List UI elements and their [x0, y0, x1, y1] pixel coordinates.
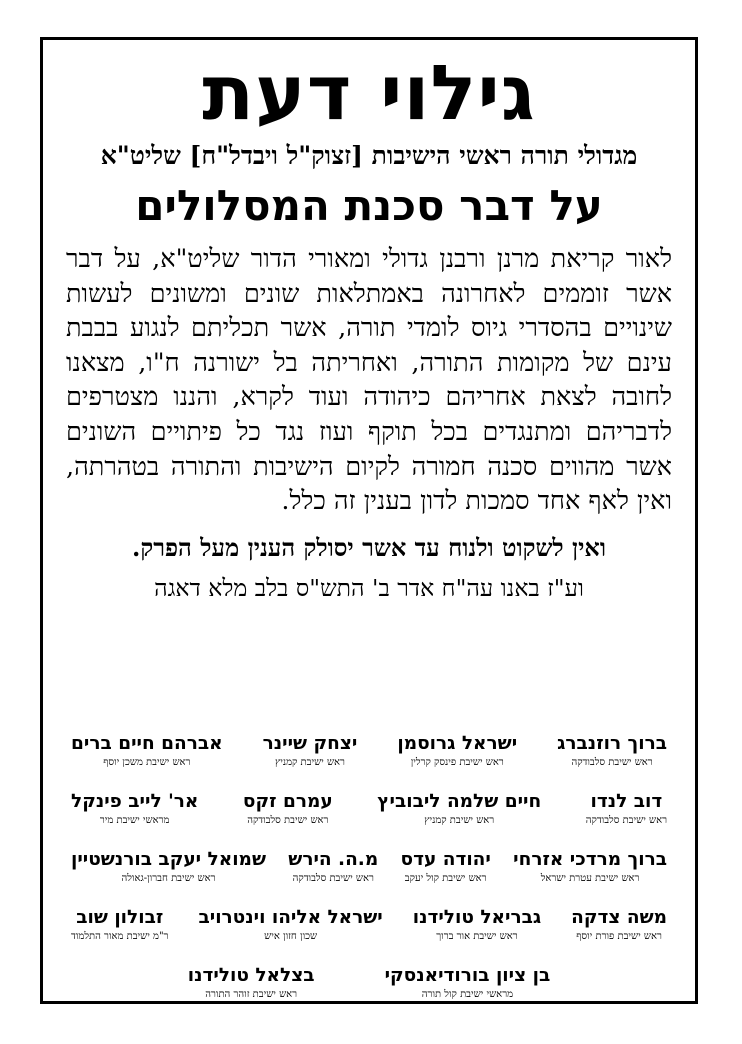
signature-title: ר"מ ישיבת מאור התלמוד	[71, 931, 169, 942]
signature-name: מ.ה. הירש	[288, 849, 379, 870]
signature	[71, 732, 223, 770]
signature-row	[71, 848, 667, 906]
signature-title: ראש ישיבת סלבודקה	[571, 757, 653, 768]
signature-name: בצלאל טולידנו	[187, 965, 315, 986]
notice-subtitle: מגדולי תורה ראשי הישיבות [זצוק"ל ויבדל"ח] שליט"א	[100, 141, 638, 170]
signature	[397, 732, 517, 770]
signature	[385, 964, 551, 1002]
signature-row	[71, 906, 667, 964]
notice-frame	[40, 37, 698, 1004]
signature	[586, 790, 667, 828]
signature-title: ראש ישיבת אור ברוך	[436, 931, 518, 942]
signature-title: ראש ישיבת סלבודקה	[585, 815, 667, 826]
signature	[71, 790, 198, 828]
notice-body: לאור קריאת מרנן ורבנן גדולי ומאורי הדור שליט"א, על דבר אשר זוממים לאחרונה באמתלאות שונים ומשונים לעשות שינויים בהסדרי גיוס לומדי תורה, אשר תכליתם לנגוע בבבת עינם של מקומות התורה, ואחריתה בל ישורנה ח"ו, מצאנו לחובה לצאת אחריהם כיהודה ועוד לקרא, והננו מצטרפים לדבריהם ומתנגדים בכל תוקף ועוז נגד כל פיתויים השונים אשר מהווים סכנה חמורה לקיום הישיבות והתורה בטהרתה, ואין לאף אחד סמכות לדון בענין זה כלל.	[66, 244, 672, 517]
signature	[263, 732, 358, 770]
signature-title: ראש ישיבת זוהר התורה	[205, 989, 298, 1000]
signature-title: ראש ישיבת חברון-גאולה	[121, 873, 216, 884]
notice-title: גילוי דעת	[202, 48, 536, 137]
signature-name: ברוך רוזנברג	[557, 733, 667, 754]
signature-name: יהודה עדס	[400, 849, 491, 870]
signature	[198, 906, 382, 944]
signature-name: גבריאל טולידנו	[412, 907, 542, 928]
signature-title: ראש ישיבת עטרת ישראל	[540, 873, 640, 884]
signature-name: דוב לנדו	[590, 791, 663, 812]
signature-title: ראש ישיבת קול יעקב	[404, 873, 487, 884]
signature	[71, 848, 266, 886]
signature	[557, 732, 667, 770]
signature-title: ראש ישיבת קמניץ	[275, 757, 345, 768]
signature-title: ראש ישיבת סלבודקה	[247, 815, 329, 826]
signature-name: משה צדקה	[571, 907, 667, 928]
notice-statement: ואין לשקוט ולנוח עד אשר יסולק הענין מעל הפרק.	[132, 532, 606, 562]
signature	[377, 790, 541, 828]
signature-row	[71, 790, 667, 848]
signature	[288, 848, 378, 886]
signature-name: שמואל יעקב בורנשטיין	[71, 849, 266, 870]
signature-name: אר' לייב פינקל	[71, 791, 199, 812]
signature	[401, 848, 491, 886]
signature	[513, 848, 667, 886]
signature	[188, 964, 315, 1002]
signature-row	[71, 732, 667, 790]
notice-topic: על דבר סכנת המסלולים	[135, 181, 603, 230]
signature-name: ישראל אליהו וינטרויב	[198, 907, 383, 928]
signature-title: ראש ישיבת קמניץ	[424, 815, 495, 826]
signature-title: מראשי ישיבת מיר	[99, 815, 170, 826]
signature-title: ראש ישיבת משכן יוסף	[103, 757, 191, 768]
signatures	[43, 732, 695, 1022]
signature	[243, 790, 333, 828]
signature	[71, 906, 168, 944]
signature-name: בן ציון בורודיאנסקי	[384, 965, 551, 986]
signature-title: שכון חזון איש	[264, 931, 318, 942]
signature-row	[71, 964, 667, 1022]
signature-name: עמרם זקס	[242, 791, 333, 812]
signature-name: אברהם חיים ברים	[71, 733, 223, 754]
signature-name: ישראל גרוסמן	[397, 733, 518, 754]
signature-name: יצחק שיינר	[262, 733, 358, 754]
signature-name: חיים שלמה ליבוביץ	[377, 791, 542, 812]
signature-name: זבולון שוב	[76, 907, 164, 928]
notice-date-line: וע"ז באנו עה"ח אדר ב' התש"ס בלב מלא דאגה	[154, 573, 584, 602]
signature-title: ראש ישיבת פינסק קרלין	[410, 757, 504, 768]
signature-title: ראש ישיבת סלבודקה	[292, 873, 374, 884]
signature	[571, 906, 667, 944]
signature	[413, 906, 541, 944]
signature-title: ראש ישיבת פורת יוסף	[576, 931, 662, 942]
signature-name: ברוך מרדכי אזרחי	[513, 849, 667, 870]
signature-title: מראשי ישיבת קול תורה	[421, 989, 514, 1000]
